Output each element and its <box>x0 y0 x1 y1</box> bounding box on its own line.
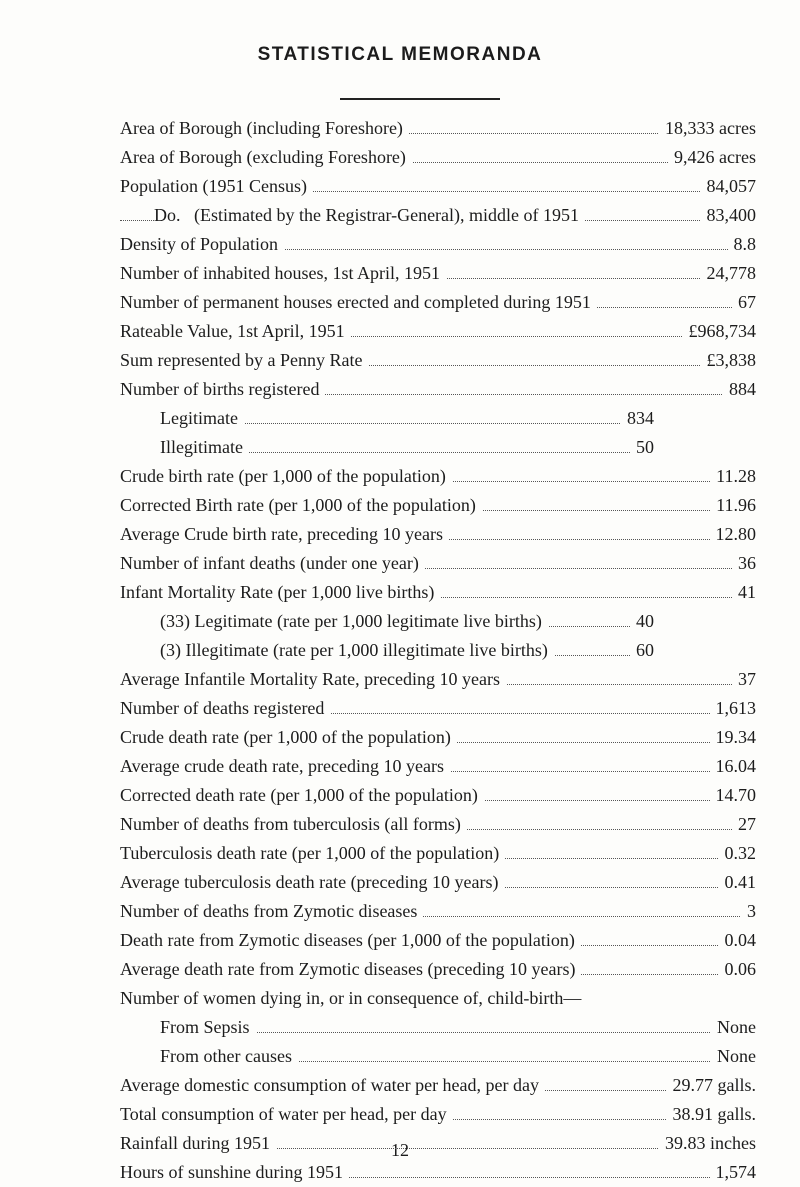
stat-row-population-estimated <box>0 201 800 230</box>
stat-label: Hours of sunshine during 1951 <box>120 1158 349 1187</box>
stat-row-sunshine <box>0 1158 800 1187</box>
stat-label: Average death rate from Zymotic diseases (preceding 10 years) <box>120 955 581 984</box>
stat-value: 884 <box>723 375 756 404</box>
stat-value: 37 <box>732 665 756 694</box>
stat-label: Population (1951 Census) <box>120 172 313 201</box>
stat-value: 84,057 <box>701 172 757 201</box>
stat-value: 11.28 <box>710 462 756 491</box>
stat-label: Corrected death rate (per 1,000 of the population) <box>120 781 484 810</box>
statistics-list <box>0 114 800 1187</box>
stat-row-average-infantile-mortality <box>0 665 800 694</box>
stat-value: 38.91 galls. <box>667 1100 757 1129</box>
stat-label: Death rate from Zymotic diseases (per 1,000 of the population) <box>120 926 581 955</box>
stat-value: £3,838 <box>701 346 757 375</box>
stat-label: Rainfall during 1951 <box>120 1129 276 1158</box>
stat-label: Crude death rate (per 1,000 of the population) <box>120 723 457 752</box>
stat-label: Corrected Birth rate (per 1,000 of the population) <box>120 491 482 520</box>
stat-row-area-excl-foreshore <box>0 143 800 172</box>
stat-label: Average Infantile Mortality Rate, preceding 10 years <box>120 665 506 694</box>
stat-label: Area of Borough (excluding Foreshore) <box>120 143 412 172</box>
stat-value: 3 <box>741 897 756 926</box>
stat-label: Rateable Value, 1st April, 1951 <box>120 317 351 346</box>
stat-row-deaths-registered <box>0 694 800 723</box>
stat-value: 12.80 <box>710 520 757 549</box>
stat-value: 0.41 <box>719 868 757 897</box>
stat-row-inhabited-houses <box>0 259 800 288</box>
stat-row-childbirth-heading <box>0 984 800 1013</box>
stat-value: 0.06 <box>719 955 757 984</box>
stat-row-total-water <box>0 1100 800 1129</box>
stat-row-zymotic-deaths <box>0 897 800 926</box>
stat-value: 67 <box>732 288 756 317</box>
stat-label: Average tuberculosis death rate (preceding 10 years) <box>120 868 505 897</box>
stat-value: 83,400 <box>701 201 757 230</box>
stat-value: 40 <box>630 607 654 636</box>
stat-label: From Sepsis <box>160 1013 256 1042</box>
stat-row-population-census <box>0 172 800 201</box>
stat-label: Illegitimate <box>160 433 249 462</box>
stat-value: 9,426 acres <box>668 143 756 172</box>
stat-value: 0.32 <box>719 839 757 868</box>
stat-label: Average Crude birth rate, preceding 10 years <box>120 520 449 549</box>
stat-label: (3) Illegitimate (rate per 1,000 illegitimate live births) <box>160 636 554 665</box>
stat-row-average-tuberculosis-rate <box>0 868 800 897</box>
stat-value: 11.96 <box>710 491 756 520</box>
stat-value: 24,778 <box>701 259 757 288</box>
stat-row-births-illegitimate <box>0 433 800 462</box>
stat-label: Legitimate <box>160 404 244 433</box>
stat-row-tuberculosis-rate <box>0 839 800 868</box>
stat-row-density <box>0 230 800 259</box>
stat-label: Number of infant deaths (under one year) <box>120 549 425 578</box>
stat-label: Number of deaths from tuberculosis (all forms) <box>120 810 467 839</box>
stat-row-infant-mortality-rate <box>0 578 800 607</box>
stat-row-infant-legitimate <box>0 607 800 636</box>
stat-row-births-legitimate <box>0 404 800 433</box>
stat-row-area-incl-foreshore <box>0 114 800 143</box>
stat-label: Number of deaths from Zymotic diseases <box>120 897 423 926</box>
stat-value: 18,333 acres <box>659 114 756 143</box>
stat-label: Number of inhabited houses, 1st April, 1951 <box>120 259 446 288</box>
stat-value: 60 <box>630 636 654 665</box>
stat-label: Number of deaths registered <box>120 694 330 723</box>
stat-value: 834 <box>621 404 654 433</box>
stat-label: Sum represented by a Penny Rate <box>120 346 368 375</box>
stat-value: 27 <box>732 810 756 839</box>
stat-row-houses-erected <box>0 288 800 317</box>
stat-value: 36 <box>732 549 756 578</box>
stat-value: None <box>711 1042 756 1071</box>
stat-value: 29.77 galls. <box>667 1071 757 1100</box>
stat-label: From other causes <box>160 1042 298 1071</box>
stat-value: 1,574 <box>710 1158 757 1187</box>
stat-label: Number of births registered <box>120 375 325 404</box>
stat-row-rateable-value <box>0 317 800 346</box>
stat-row-childbirth-sepsis <box>0 1013 800 1042</box>
stat-label: Average domestic consumption of water per head, per day <box>120 1071 545 1100</box>
page-number: 12 <box>391 1140 409 1160</box>
stat-row-domestic-water <box>0 1071 800 1100</box>
stat-row-penny-rate <box>0 346 800 375</box>
stat-value: 16.04 <box>710 752 757 781</box>
stat-row-zymotic-rate <box>0 926 800 955</box>
stat-value: 41 <box>732 578 756 607</box>
stat-value: None <box>711 1013 756 1042</box>
stat-label: Area of Borough (including Foreshore) <box>120 114 409 143</box>
stat-label: (33) Legitimate (rate per 1,000 legitimate live births) <box>160 607 548 636</box>
stat-row-crude-death-rate <box>0 723 800 752</box>
stat-row-corrected-death-rate <box>0 781 800 810</box>
stat-row-crude-birth-rate <box>0 462 800 491</box>
title-rule <box>340 98 500 100</box>
stat-row-infant-illegitimate <box>0 636 800 665</box>
stat-value: 0.04 <box>719 926 757 955</box>
stat-label: Number of permanent houses erected and completed during 1951 <box>120 288 597 317</box>
stat-label: Density of Population <box>120 230 284 259</box>
stat-label: Number of women dying in, or in consequence of, child-birth— <box>120 984 587 1013</box>
stat-row-tuberculosis-deaths <box>0 810 800 839</box>
stat-row-average-death-rate <box>0 752 800 781</box>
stat-value: 1,613 <box>710 694 757 723</box>
page-title: STATISTICAL MEMORANDA <box>257 44 543 65</box>
stat-value: 39.83 inches <box>659 1129 756 1158</box>
stat-value: 8.8 <box>728 230 757 259</box>
stat-value: 19.34 <box>710 723 757 752</box>
stat-value: 50 <box>630 433 654 462</box>
stat-label: Infant Mortality Rate (per 1,000 live births) <box>120 578 440 607</box>
stat-label: Total consumption of water per head, per day <box>120 1100 453 1129</box>
stat-row-births-registered <box>0 375 800 404</box>
stat-label: Crude birth rate (per 1,000 of the population) <box>120 462 452 491</box>
stat-label: Do. (Estimated by the Registrar-General), middle of 1951 <box>154 201 585 230</box>
stat-row-infant-deaths <box>0 549 800 578</box>
stat-row-childbirth-other <box>0 1042 800 1071</box>
stat-label: Average crude death rate, preceding 10 years <box>120 752 450 781</box>
stat-row-average-birth-rate <box>0 520 800 549</box>
stat-value: £968,734 <box>683 317 757 346</box>
stat-label: Tuberculosis death rate (per 1,000 of the population) <box>120 839 505 868</box>
stat-value: 14.70 <box>710 781 757 810</box>
stat-row-average-zymotic-rate <box>0 955 800 984</box>
stat-row-corrected-birth-rate <box>0 491 800 520</box>
